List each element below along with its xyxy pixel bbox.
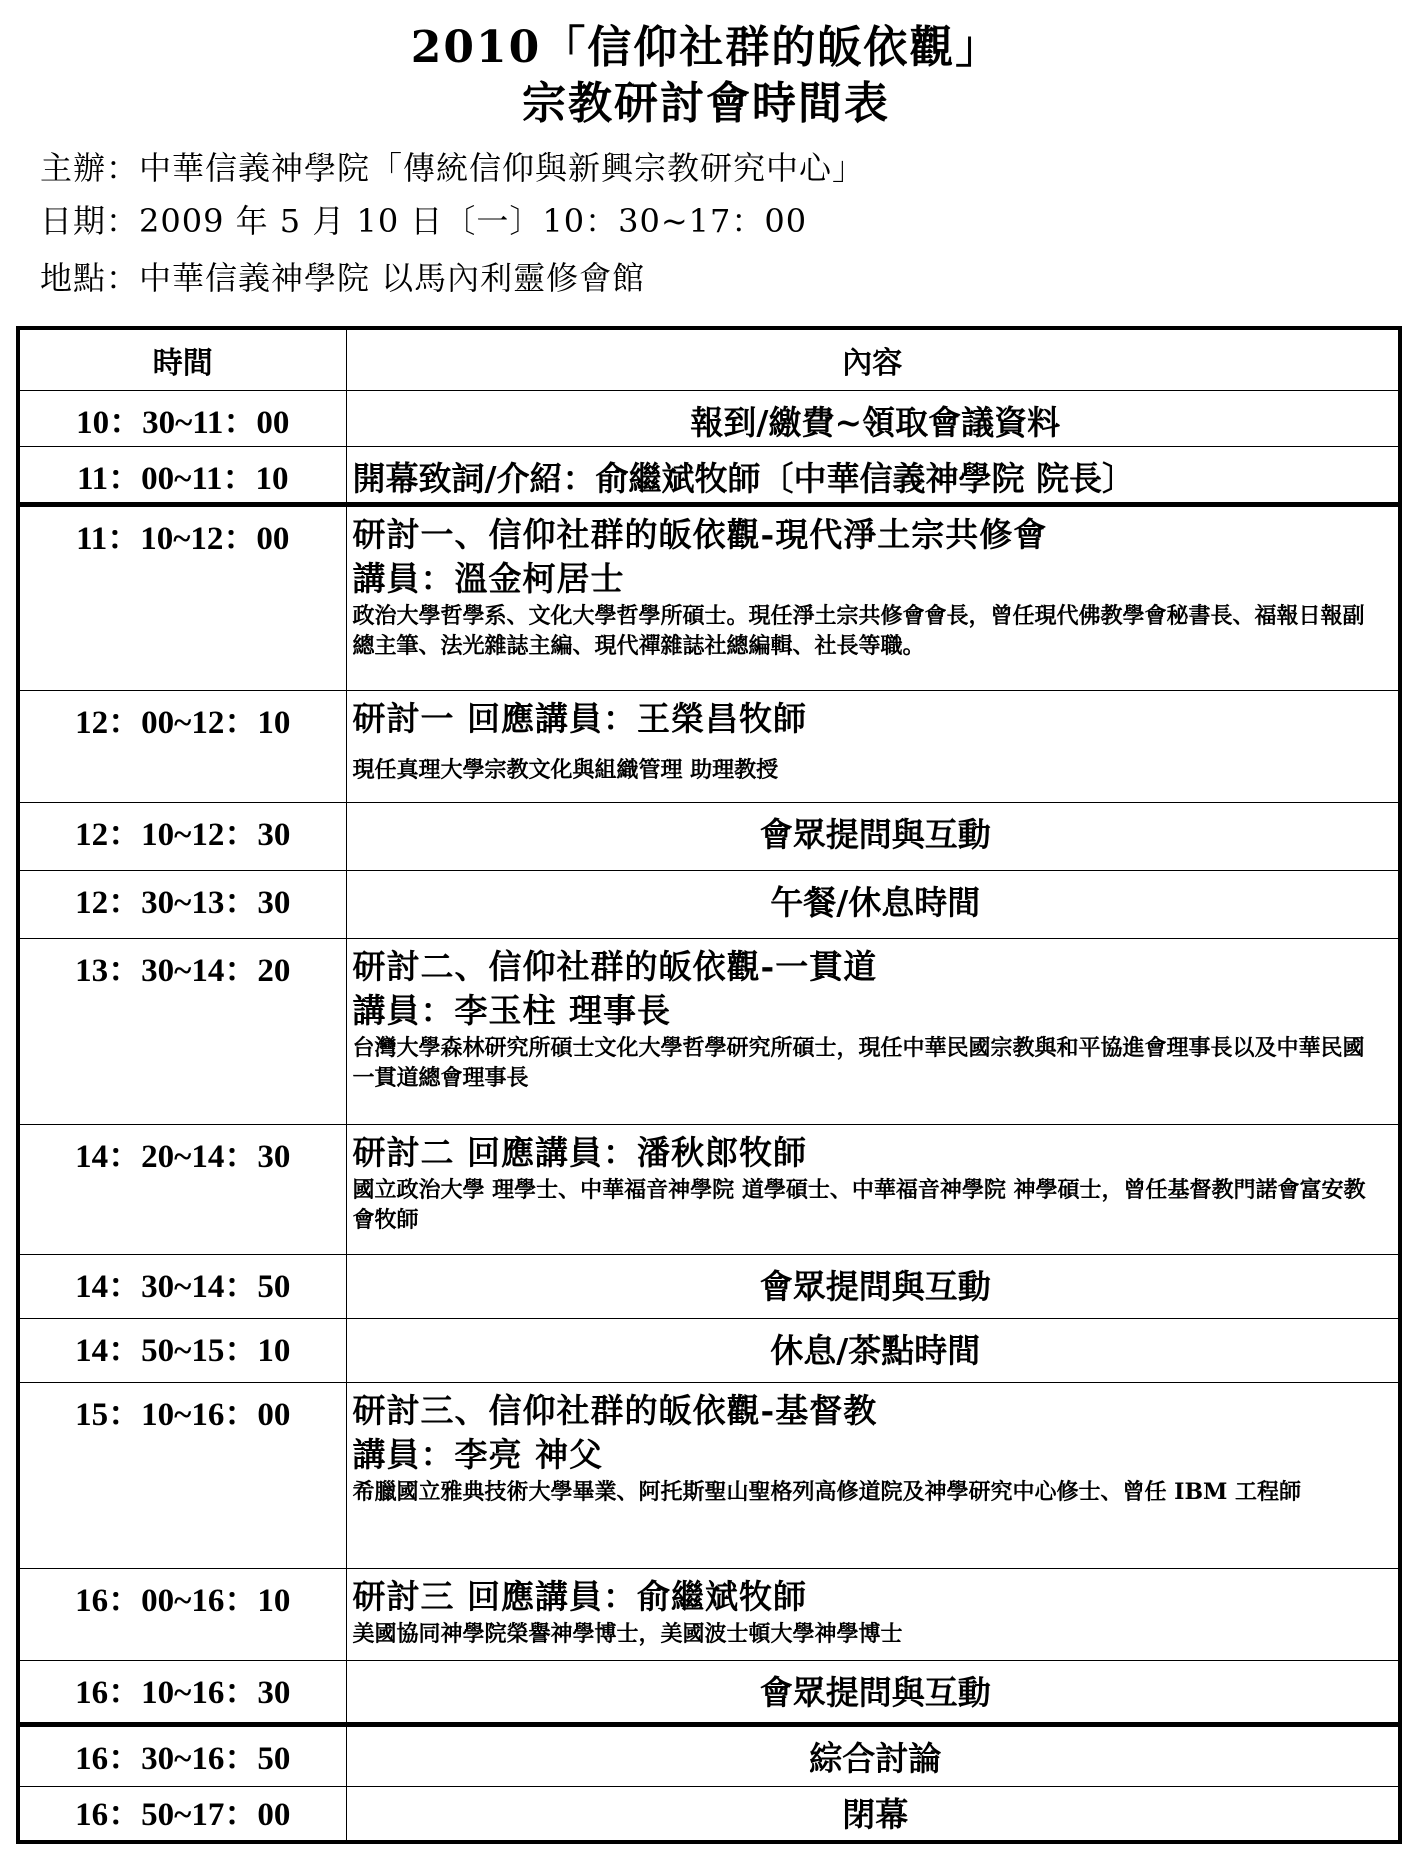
row-content <box>346 1124 1400 1254</box>
row-time: 12：00~12：10 <box>18 690 346 802</box>
table-row <box>18 1568 1400 1660</box>
schedule-table <box>16 326 1402 1844</box>
row-content <box>346 938 1400 1124</box>
row-content <box>346 504 1400 690</box>
row-time: 15：10~16：00 <box>18 1382 346 1568</box>
row-content: 會眾提問與互動 <box>346 1254 1400 1318</box>
row-content: 綜合討論 <box>346 1724 1400 1786</box>
table-row <box>18 446 1400 504</box>
row-time: 16：30~16：50 <box>18 1724 346 1786</box>
row-time: 11：10~12：00 <box>18 504 346 690</box>
row-content: 閉幕 <box>346 1786 1400 1842</box>
table-row <box>18 1318 1400 1382</box>
speaker-name: 講員：溫金柯居士 <box>352 558 625 598</box>
venue-line: 地點：中華信義神學院 以馬內利靈修會館 <box>40 259 646 297</box>
row-time: 16：10~16：30 <box>18 1660 346 1724</box>
table-row <box>18 1382 1400 1568</box>
row-time: 14：50~15：10 <box>18 1318 346 1382</box>
table-row <box>18 1660 1400 1724</box>
row-content: 午餐/休息時間 <box>346 870 1400 938</box>
row-time: 16：50~17：00 <box>18 1786 346 1842</box>
row-content <box>346 1568 1400 1660</box>
date-line: 日期：2009 年 5 月 10 日〔一〕10：30~17：00 <box>40 202 808 240</box>
table-row <box>18 1124 1400 1254</box>
row-time: 11：00~11：10 <box>18 446 346 504</box>
session-title: 研討一、信仰社群的皈依觀-現代淨土宗共修會 <box>352 514 1048 554</box>
row-content <box>346 1382 1400 1568</box>
row-time: 12：30~13：30 <box>18 870 346 938</box>
row-content: 休息/茶點時間 <box>346 1318 1400 1382</box>
row-content: 報到/繳費~領取會議資料 <box>346 390 1400 446</box>
speaker-bio: 國立政治大學 理學士、中華福音神學院 道學碩士、中華福音神學院 神學碩士，曾任基督教門諾會富安教會牧師 <box>352 1176 1366 1233</box>
header-time: 時間 <box>18 328 346 390</box>
row-content <box>346 690 1400 802</box>
row-time: 13：30~14：20 <box>18 938 346 1124</box>
session-title: 研討二 回應講員：潘秋郎牧師 <box>352 1132 807 1172</box>
row-time: 12：10~12：30 <box>18 802 346 870</box>
row-time: 14：30~14：50 <box>18 1254 346 1318</box>
row-content: 會眾提問與互動 <box>346 802 1400 870</box>
table-row <box>18 504 1400 690</box>
speaker-name: 講員：李亮 神父 <box>352 1434 603 1474</box>
table-row <box>18 802 1400 870</box>
row-content: 會眾提問與互動 <box>346 1660 1400 1724</box>
table-row <box>18 1724 1400 1786</box>
speaker-bio: 台灣大學森林研究所碩士文化大學哲學研究所碩士，現任中華民國宗教與和平協進會理事長以及中華民國一貫道總會理事長 <box>352 1034 1365 1091</box>
table-row <box>18 1786 1400 1842</box>
row-time: 10：30~11：00 <box>18 390 346 446</box>
session-title: 研討三 回應講員：俞繼斌牧師 <box>352 1576 807 1616</box>
table-row <box>18 690 1400 802</box>
table-row <box>18 1254 1400 1318</box>
title-line-1: 2010「信仰社群的皈依觀」 <box>410 22 1002 73</box>
session-title: 研討二、信仰社群的皈依觀-一貫道 <box>352 946 878 986</box>
speaker-name: 講員：李玉柱 理事長 <box>352 990 671 1030</box>
session-title: 研討三、信仰社群的皈依觀-基督教 <box>352 1390 878 1430</box>
row-content: 開幕致詞/介紹：俞繼斌牧師〔中華信義神學院 院長〕 <box>346 446 1400 504</box>
table-row <box>18 870 1400 938</box>
row-time: 16：00~16：10 <box>18 1568 346 1660</box>
speaker-bio: 政治大學哲學系、文化大學哲學所碩士。現任淨土宗共修會會長，曾任現代佛教學會秘書長、福報日報副總主筆、法光雜誌主編、現代禪雜誌社總編輯、社長等職。 <box>352 602 1365 659</box>
table-row <box>18 390 1400 446</box>
header-content: 內容 <box>346 328 1400 390</box>
table-row <box>18 938 1400 1124</box>
organizer-line: 主辦：中華信義神學院「傳統信仰與新興宗教研究中心」 <box>40 149 866 187</box>
speaker-bio: 美國協同神學院榮譽神學博士，美國波士頓大學神學博士 <box>352 1620 903 1647</box>
session-title: 研討一 回應講員：王榮昌牧師 <box>352 698 807 738</box>
row-time: 14：20~14：30 <box>18 1124 346 1254</box>
speaker-bio: 現任真理大學宗教文化與組織管理 助理教授 <box>352 756 779 783</box>
speaker-bio: 希臘國立雅典技術大學畢業、阿托斯聖山聖格列高修道院及神學研究中心修士、曾任 IBM 工程師 <box>352 1478 1302 1505</box>
title-line-2: 宗教研討會時間表 <box>522 78 890 129</box>
table-header-row <box>18 328 1400 390</box>
